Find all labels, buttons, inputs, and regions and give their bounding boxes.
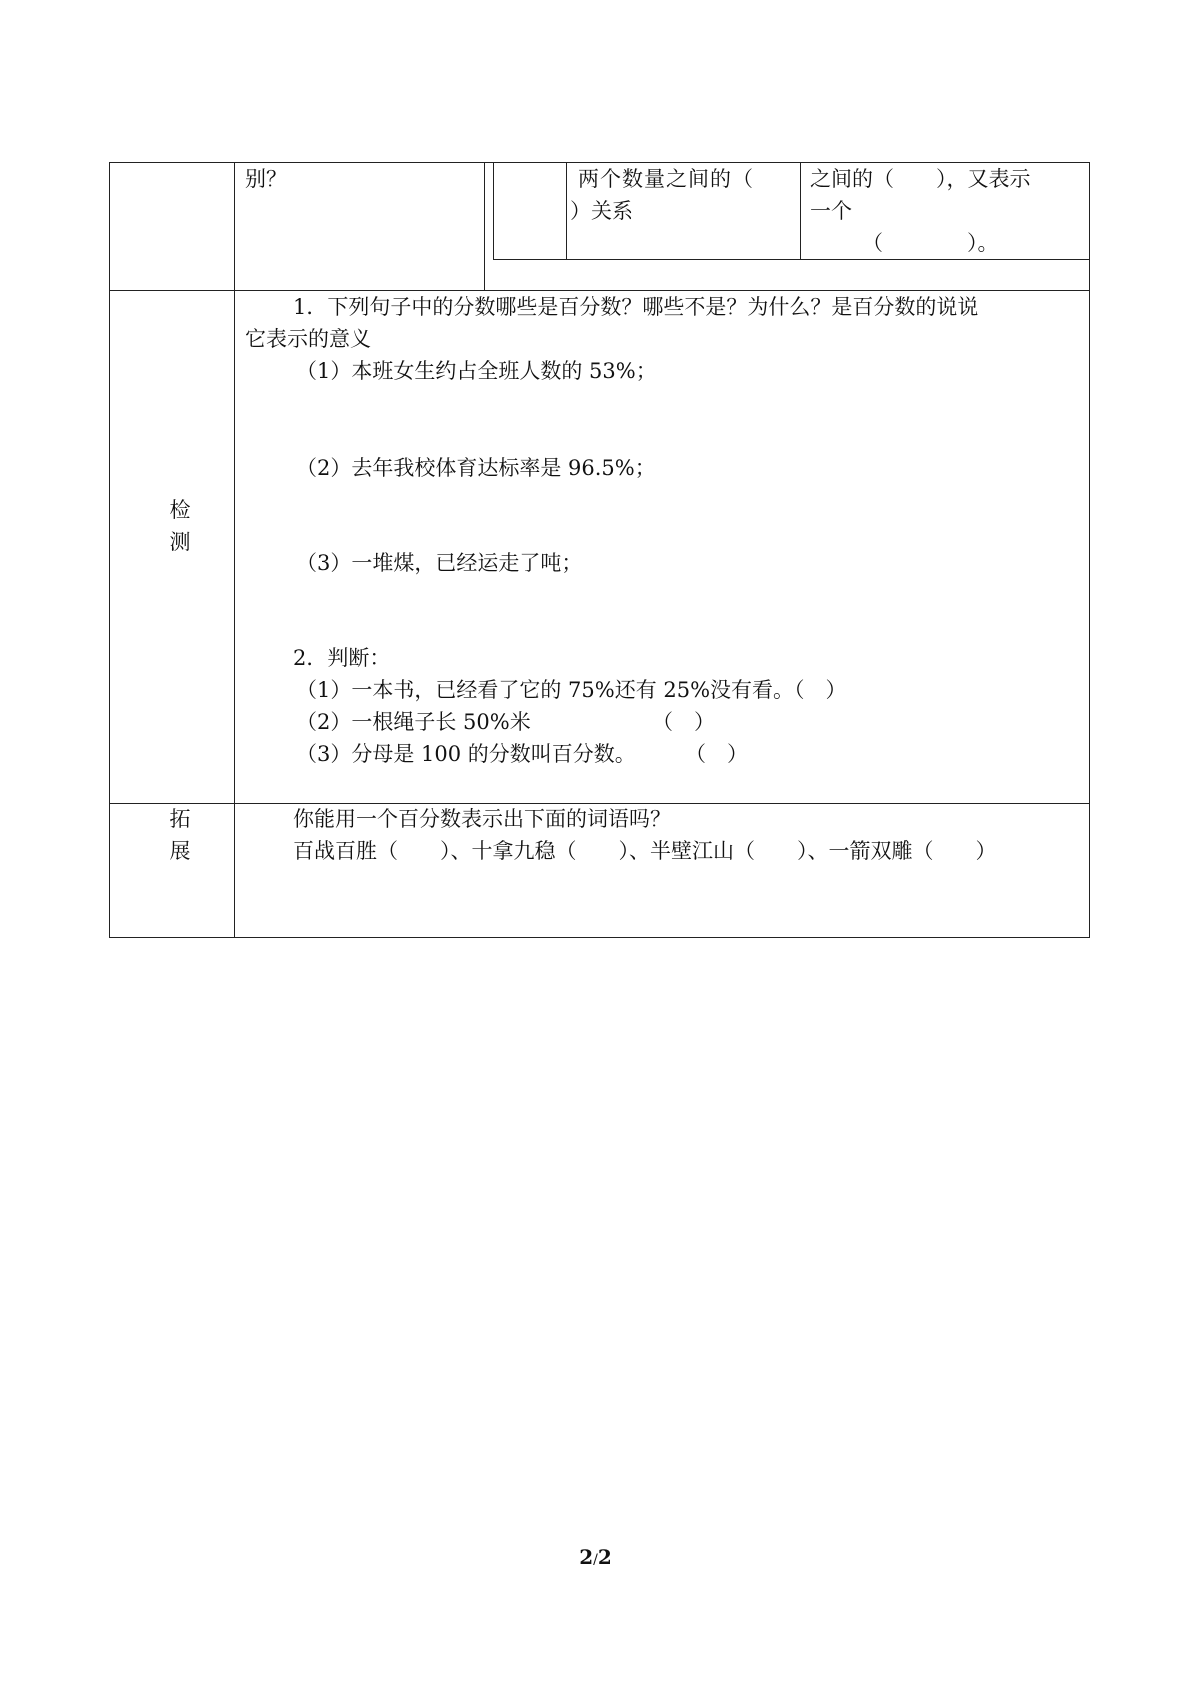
top-row-inner-bottom bbox=[493, 259, 1089, 260]
q2-item-3-answer-blank: （ ） bbox=[685, 742, 748, 766]
q1-item-1: （1）本班女生约占全班人数的 53%； bbox=[296, 359, 657, 383]
page-number-total: 2 bbox=[597, 1545, 612, 1569]
q2-item-3: （3）分母是 100 的分数叫百分数。 bbox=[296, 742, 636, 766]
q2-item-2: （2）一根绳子长 50%米 bbox=[296, 710, 531, 734]
label-column-divider bbox=[234, 162, 235, 938]
test-section-label-1: 检 bbox=[169, 498, 191, 522]
page-number-separator: / bbox=[593, 1552, 598, 1568]
q2-item-2-answer-blank: （ ） bbox=[652, 710, 715, 734]
top-row-divider-d bbox=[800, 162, 801, 259]
extension-prompt: 你能用一个百分数表示出下面的词语吗？ bbox=[293, 807, 671, 831]
q2-item-1: （1）一本书，已经看了它的 75%还有 25%没有看。（ ） bbox=[296, 678, 847, 702]
q1-prompt-line-2: 它表示的意义 bbox=[245, 327, 371, 351]
top-row-right-text-1: 之间的（ ），又表示 bbox=[810, 167, 1031, 191]
q1-prompt-line-1: 1．下列句子中的分数哪些是百分数？哪些不是？为什么？是百分数的说说 bbox=[293, 295, 979, 319]
table-border-right bbox=[1089, 162, 1090, 938]
q1-item-2: （2）去年我校体育达标率是 96.5%； bbox=[296, 456, 656, 480]
top-row-divider-a bbox=[484, 162, 485, 290]
page-number-current: 2 bbox=[579, 1545, 594, 1569]
top-row-right-text-3: （ ）。 bbox=[862, 231, 999, 255]
top-row-divider-c bbox=[566, 162, 567, 259]
top-row-right-text-2: 一个 bbox=[810, 199, 852, 223]
q2-title: 2．判断： bbox=[293, 646, 391, 670]
extension-idioms: 百战百胜（ ）、十拿九稳（ ）、半壁江山（ ）、一箭双雕（ ） bbox=[293, 839, 997, 863]
extension-section-label-2: 展 bbox=[169, 839, 191, 863]
table-border-left bbox=[109, 162, 110, 938]
top-row-left-text: 别？ bbox=[245, 167, 287, 191]
page-number bbox=[0, 1545, 1191, 1569]
top-row-mid-text-1: 两个数量之间的（ bbox=[578, 167, 754, 191]
table-border-bottom bbox=[109, 937, 1089, 938]
test-section-label-2: 测 bbox=[169, 530, 191, 554]
q1-item-3: （3）一堆煤，已经运走了吨； bbox=[296, 551, 583, 575]
top-row-mid-text-2: ）关系 bbox=[570, 199, 633, 223]
extension-section-label-1: 拓 bbox=[169, 807, 191, 831]
top-row-divider-b bbox=[493, 162, 494, 259]
